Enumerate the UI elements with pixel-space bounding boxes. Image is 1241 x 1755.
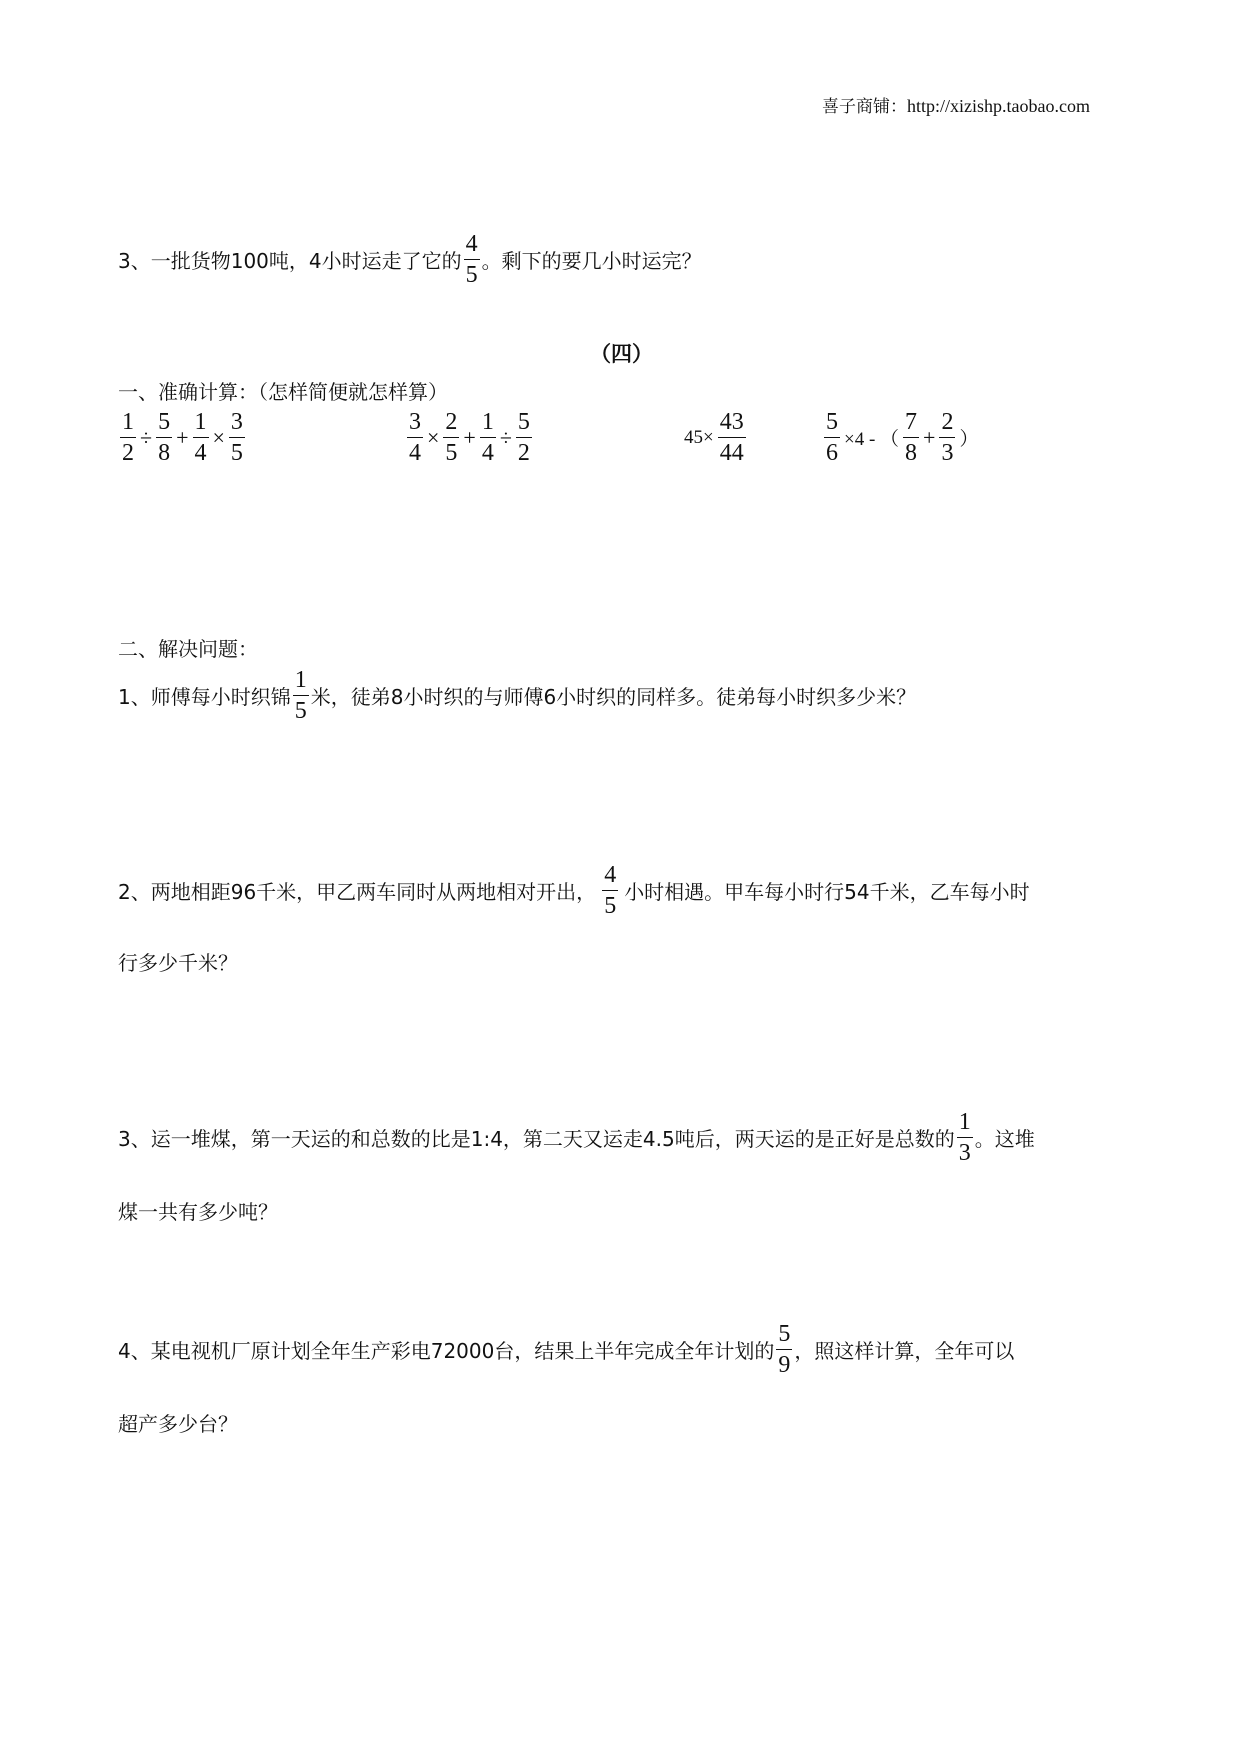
fraction: $\frac{2}{3}$ bbox=[941, 409, 954, 466]
expression-4 bbox=[822, 410, 980, 465]
problem-2: 2、 两地相距96千米，甲乙两车同时从两地相对开出， $\frac{4}{5}$ 小时相遇。甲车每小时行54千米，乙车每小时 bbox=[118, 862, 1030, 919]
expression-text: ） bbox=[959, 429, 979, 450]
shop-label: 喜子商铺： bbox=[822, 97, 907, 117]
fraction: $\frac{4}{5}$ bbox=[465, 231, 478, 288]
fraction: $\frac{3}{5}$ bbox=[230, 409, 243, 466]
expression-2 bbox=[405, 410, 534, 465]
fraction: $\frac{1}{4}$ bbox=[194, 409, 207, 466]
expression-3 bbox=[682, 410, 748, 465]
fraction: $\frac{1}{2}$ bbox=[122, 409, 134, 466]
operator: ÷ bbox=[140, 424, 153, 450]
fraction: $\frac{5}{6}$ bbox=[826, 409, 838, 466]
expression-text: ×4 - （ bbox=[844, 429, 900, 450]
fraction: $\frac{43}{44}$ bbox=[719, 409, 744, 466]
expression-1 bbox=[118, 410, 247, 465]
fraction: $\frac{7}{8}$ bbox=[905, 409, 918, 466]
problem-4-line2: 超产多少台？ bbox=[118, 1412, 238, 1436]
fraction: $\frac{5}{8}$ bbox=[158, 409, 171, 466]
problem-3-line2: 煤一共有多少吨？ bbox=[118, 1200, 278, 1224]
expression-text: 45× bbox=[684, 426, 714, 448]
problem-2-line2: 行多少千米？ bbox=[118, 951, 238, 975]
problem-4: 4、 某电视机厂原计划全年生产彩电72000台，结果上半年完成全年计划的 $\frac{5}{9}$ ，照这样计算，全年可以 bbox=[118, 1321, 1015, 1378]
part2-heading: 二、解决问题： bbox=[118, 637, 258, 661]
operator: × bbox=[427, 424, 440, 450]
fraction: $\frac{3}{4}$ bbox=[409, 409, 421, 466]
problem-text: 。剩下的要几小时运完？ bbox=[481, 249, 702, 273]
fraction: $\frac{2}{5}$ bbox=[445, 409, 458, 466]
shop-url: http://xizishp.taobao.com bbox=[907, 96, 1090, 116]
section-title: （四） bbox=[590, 342, 653, 366]
part1-heading: 一、准确计算：（怎样简便就怎样算） bbox=[118, 380, 448, 404]
fraction: $\frac{4}{5}$ bbox=[604, 862, 617, 919]
operator: ÷ bbox=[499, 424, 512, 450]
fraction: $\frac{5}{9}$ bbox=[778, 1321, 791, 1378]
prev-problem-3 bbox=[118, 232, 702, 287]
problem-3: 3、 运一堆煤，第一天运的和总数的比是1:4，第二天又运走4.5吨后，两天运的是正好是总数的 $\frac{1}{3}$ 。这堆 bbox=[118, 1109, 1035, 1166]
operator: × bbox=[212, 424, 225, 450]
operator: + bbox=[923, 424, 936, 450]
operator: + bbox=[463, 424, 476, 450]
operator: + bbox=[176, 424, 189, 450]
problem-1: 1、 师傅每小时织锦 $\frac{1}{5}$ 米，徒弟8小时织的与师傅6小时织的同样多。徒弟每小时织多少米？ bbox=[118, 667, 917, 724]
fraction: $\frac{5}{2}$ bbox=[517, 409, 530, 466]
problem-number: 3、 bbox=[118, 249, 151, 273]
problem-text: 一批货物100吨，4小时运走了它的 bbox=[150, 249, 462, 273]
fraction: $\frac{1}{4}$ bbox=[481, 409, 494, 466]
page-header bbox=[822, 92, 1090, 117]
fraction: $\frac{1}{3}$ bbox=[958, 1109, 971, 1166]
fraction: $\frac{1}{5}$ bbox=[294, 667, 307, 724]
